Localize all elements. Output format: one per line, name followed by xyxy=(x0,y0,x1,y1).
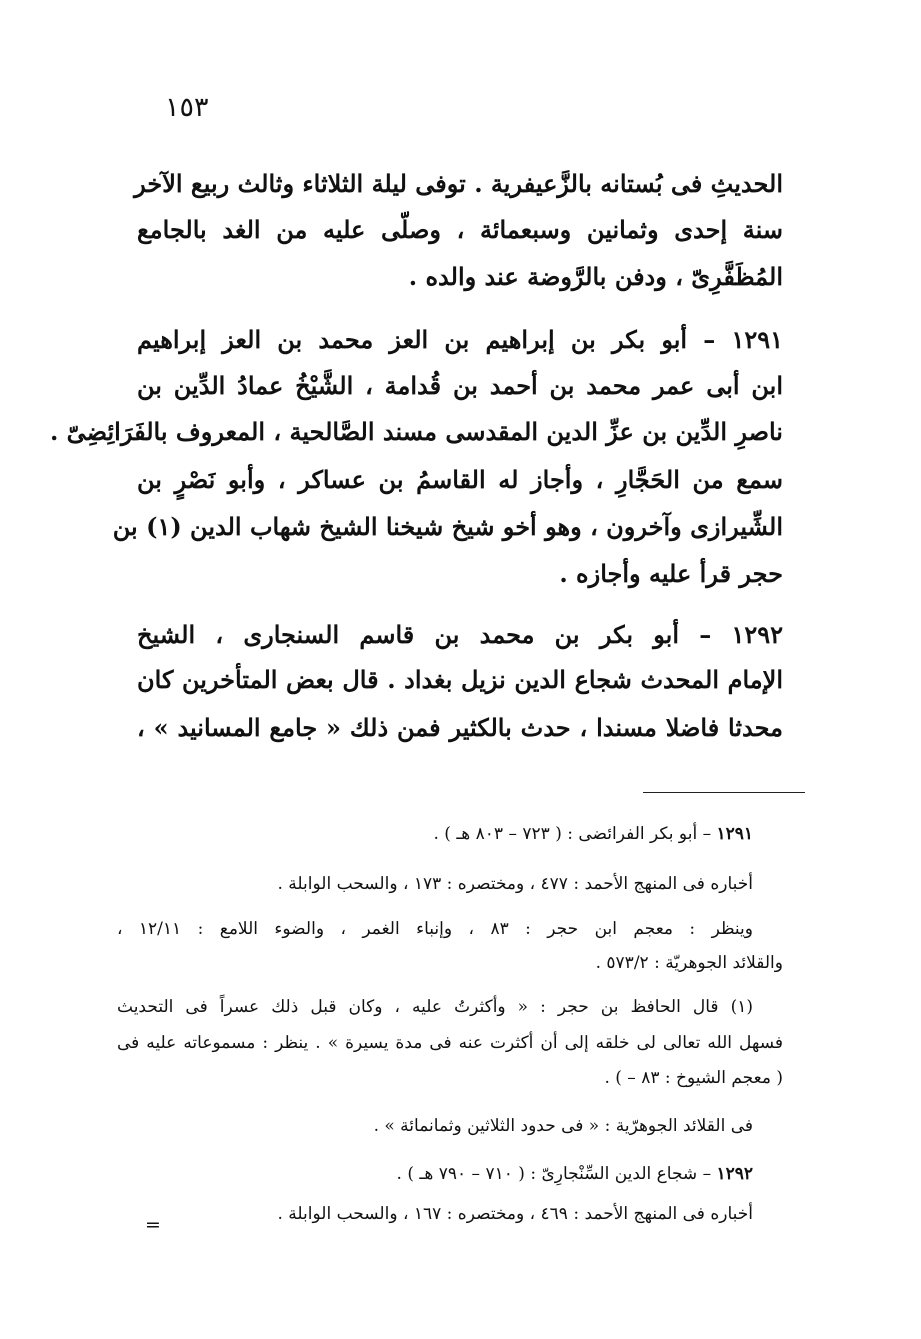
body-line-text: سمع من الحَجَّارِ ، وأجاز له القاسمُ بن عساكر ، وأبو نَصْرٍ بن xyxy=(137,465,783,494)
footnote-line-text: – شجاع الدين السِّنْجارِىّ : ( ٧١٠ – ٧٩٠ هـ ) . xyxy=(396,1164,717,1184)
footnote-line-text: – أبو بكر الفرائضى : ( ٧٢٣ – ٨٠٣ هـ ) . xyxy=(433,824,717,844)
body-entry-number: ١٢٩١ xyxy=(731,325,783,354)
body-line-text: الحديثِ فى بُستانه بالزَّعيفرية . توفى ليلة الثلاثاء وثالث ربيع الآخر xyxy=(134,169,783,198)
body-line-text: محدثا فاضلا مسندا ، حدث بالكثير فمن ذلك « جامع المسانيد » ، xyxy=(137,713,783,742)
footnote-line xyxy=(117,1070,783,1087)
footnote-line xyxy=(117,1035,783,1052)
body-line xyxy=(137,325,783,354)
footnote-line xyxy=(117,921,753,938)
footnote-line-text: أخباره فى المنهج الأحمد : ٤٧٧ ، ومختصره : ١٧٣ ، والسحب الوابلة . xyxy=(277,874,753,894)
body-line xyxy=(137,465,783,494)
body-line-text: حجر قرأ عليه وأجازه . xyxy=(559,559,783,588)
continuation-mark: = xyxy=(145,1214,161,1236)
body-line xyxy=(137,559,783,588)
footnote-line xyxy=(117,1206,753,1223)
body-line xyxy=(49,417,783,446)
footnote-line xyxy=(117,1166,753,1183)
footnote-line xyxy=(117,955,783,972)
footnote-line-text: وينظر : معجم ابن حجر : ٨٣ ، وإنباء الغمر ، والضوء اللامع : ١٢/١١ ، xyxy=(117,919,753,939)
footnote-line-text: أخباره فى المنهج الأحمد : ٤٦٩ ، ومختصره : ١٦٧ ، والسحب الوابلة . xyxy=(277,1204,753,1224)
body-line xyxy=(137,215,784,244)
body-line-text: – أبو بكر بن إبراهيم بن العز محمد بن العز إبراهيم xyxy=(137,325,732,354)
body-entry-number: ١٢٩٢ xyxy=(731,620,783,649)
footnote-entry-number: ١٢٩٢ xyxy=(716,1164,753,1184)
body-line xyxy=(137,665,783,694)
body-line-text: الإمام المحدث شجاع الدين نزيل بغداد . قال بعض المتأخرين كان xyxy=(137,665,783,694)
body-line xyxy=(137,262,783,291)
footnote-line xyxy=(117,1118,753,1135)
footnote-entry-number: ١٢٩١ xyxy=(716,824,753,844)
footnote-line-text: فى القلائد الجوهرّية : « فى حدود الثلاثين وثمانمائة » . xyxy=(373,1116,753,1136)
footnote-line-text: فسهل الله تعالى لى خلقه إلى أن أكثرت عنه فى مدة يسيرة » . ينظر : مسموعاته عليه فى xyxy=(117,1033,783,1053)
body-line-text: – أبو بكر بن محمد بن قاسم السنجارى ، الشيخ xyxy=(137,620,732,649)
footnote-separator xyxy=(643,792,805,793)
body-line-text: الشِّيرازى وآخرون ، وهو أخو شيخ شيخنا الشيخ شهاب الدين (١) بن xyxy=(112,512,783,541)
footnote-line-text: ( معجم الشيوخ : ٨٣ – ) . xyxy=(604,1068,783,1088)
footnote-line-text: (١) قال الحافظ بن حجر : « وأكثرتُ عليه ، وكان قبل ذلك عسراً فى التحديث xyxy=(117,997,753,1017)
body-line-text: ابن أبى عمر محمد بن أحمد بن قُدامة ، الشَّيْخُ عمادُ الدِّين بن xyxy=(137,371,783,400)
page-number: ١٥٣ xyxy=(165,92,209,123)
footnote-line xyxy=(117,876,753,893)
body-line-text: المُظَفَّرِىّ ، ودفن بالرَّوضة عند والده . xyxy=(408,262,783,291)
body-line xyxy=(134,169,783,198)
body-line xyxy=(137,371,783,400)
body-line xyxy=(137,713,783,742)
body-line xyxy=(112,512,783,541)
body-line-text: ناصرِ الدِّين بن عزِّ الدين المقدسى مسند الصَّالحية ، المعروف بالفَرَائِضِىّ . xyxy=(49,417,783,446)
footnote-line xyxy=(117,999,753,1016)
footnote-line xyxy=(117,826,753,843)
footnote-line-text: والقلائد الجوهريّة : ٥٧٣/٢ . xyxy=(595,953,783,973)
body-line xyxy=(137,620,783,649)
body-line-text: سنة إحدى وثمانين وسبعمائة ، وصلّى عليه من الغد بالجامع xyxy=(137,215,784,244)
